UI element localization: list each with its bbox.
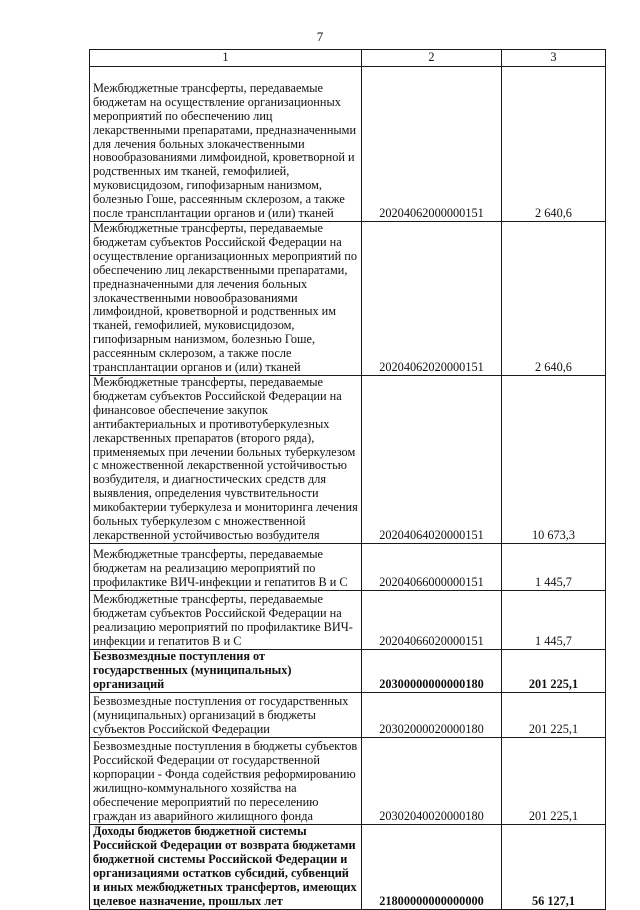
row-name: Доходы бюджетов бюджетной системы Российской Федерации от возврата бюджетами бюджетной системы Российской Федерации и организациями остатков субсидий, субвенций и иных межбюджетных трансфертов, имеющих целевое назначение, прошлых лет	[90, 824, 362, 909]
row-amount: 2 640,6	[502, 222, 606, 376]
table-row	[90, 222, 606, 376]
table-header-row	[90, 50, 606, 67]
budget-table	[89, 49, 606, 910]
row-code: 20300000000000180	[362, 649, 502, 692]
table-row	[90, 649, 606, 692]
column-header-3: 3	[502, 50, 606, 67]
row-code: 20302000020000180	[362, 692, 502, 737]
table-row	[90, 543, 606, 590]
row-amount: 1 445,7	[502, 543, 606, 590]
row-code: 20204066000000151	[362, 543, 502, 590]
row-name: Межбюджетные трансферты, передаваемые бюджетам субъектов Российской Федерации на реализацию мероприятий по профилактике ВИЧ-инфекции и гепатитов В и С	[90, 590, 362, 649]
row-name: Межбюджетные трансферты, передаваемые бюджетам на реализацию мероприятий по профилактике ВИЧ-инфекции и гепатитов В и С	[90, 543, 362, 590]
row-amount: 201 225,1	[502, 649, 606, 692]
row-amount: 56 127,1	[502, 824, 606, 909]
row-code: 20204062020000151	[362, 222, 502, 376]
table-row	[90, 737, 606, 824]
row-code: 21800000000000000	[362, 824, 502, 909]
row-name: Межбюджетные трансферты, передаваемые бюджетам субъектов Российской Федерации на осуществление организационных мероприятий по обеспечению лиц лекарственными препаратами, предназначенными для лечения больных злокачественными новообразованиями лимфоидной, кроветворной и родственных им тканей, гемофилией, муковисцидозом, гипофизарным нанизмом, болезнью Гоше, рассеянным склерозом, а также после трансплантации органов и (или) тканей	[90, 222, 362, 376]
row-code: 20204064020000151	[362, 375, 502, 543]
table-row	[90, 824, 606, 909]
row-code: 20204066020000151	[362, 590, 502, 649]
row-amount: 2 640,6	[502, 67, 606, 222]
row-name: Безвозмездные поступления от государственных (муниципальных) организаций	[90, 649, 362, 692]
row-code: 20204062000000151	[362, 67, 502, 222]
row-name: Безвозмездные поступления в бюджеты субъектов Российской Федерации от государственной корпорации - Фонда содействия реформированию жилищно-коммунального хозяйства на обеспечение мероприятий по переселению граждан из аварийного жилищного фонда	[90, 737, 362, 824]
row-name: Безвозмездные поступления от государственных (муниципальных) организаций в бюджеты субъектов Российской Федерации	[90, 692, 362, 737]
row-code: 20302040020000180	[362, 737, 502, 824]
table-row	[90, 375, 606, 543]
row-amount: 10 673,3	[502, 375, 606, 543]
column-header-2: 2	[362, 50, 502, 67]
row-amount: 1 445,7	[502, 590, 606, 649]
row-name: Межбюджетные трансферты, передаваемые бюджетам субъектов Российской Федерации на финансовое обеспечение закупок антибактериальных и противотуберкулезных лекарственных препаратов (второго ряда), применяемых при лечении больных туберкулезом с множественной лекарственной устойчивостью возбудителя, и диагностических средств для выявления, определения чувствительности микобактерии туберкулеза и мониторинга лечения больных туберкулезом с множественной лекарственной устойчивостью возбудителя	[90, 375, 362, 543]
table-row	[90, 67, 606, 222]
table-row	[90, 590, 606, 649]
row-amount: 201 225,1	[502, 692, 606, 737]
column-header-1: 1	[90, 50, 362, 67]
page-number: 7	[316, 29, 324, 44]
table-row	[90, 692, 606, 737]
row-name: Межбюджетные трансферты, передаваемые бюджетам на осуществление организационных мероприятий по обеспечению лиц лекарственными препаратами, предназначенными для лечения больных злокачественными новообразованиями лимфоидной, кроветворной и родственных им тканей, гемофилией, муковисцидозом, гипофизарным нанизмом, болезнью Гоше, рассеянным склерозом, а также после трансплантации органов и (или) тканей	[90, 67, 362, 222]
row-amount: 201 225,1	[502, 737, 606, 824]
